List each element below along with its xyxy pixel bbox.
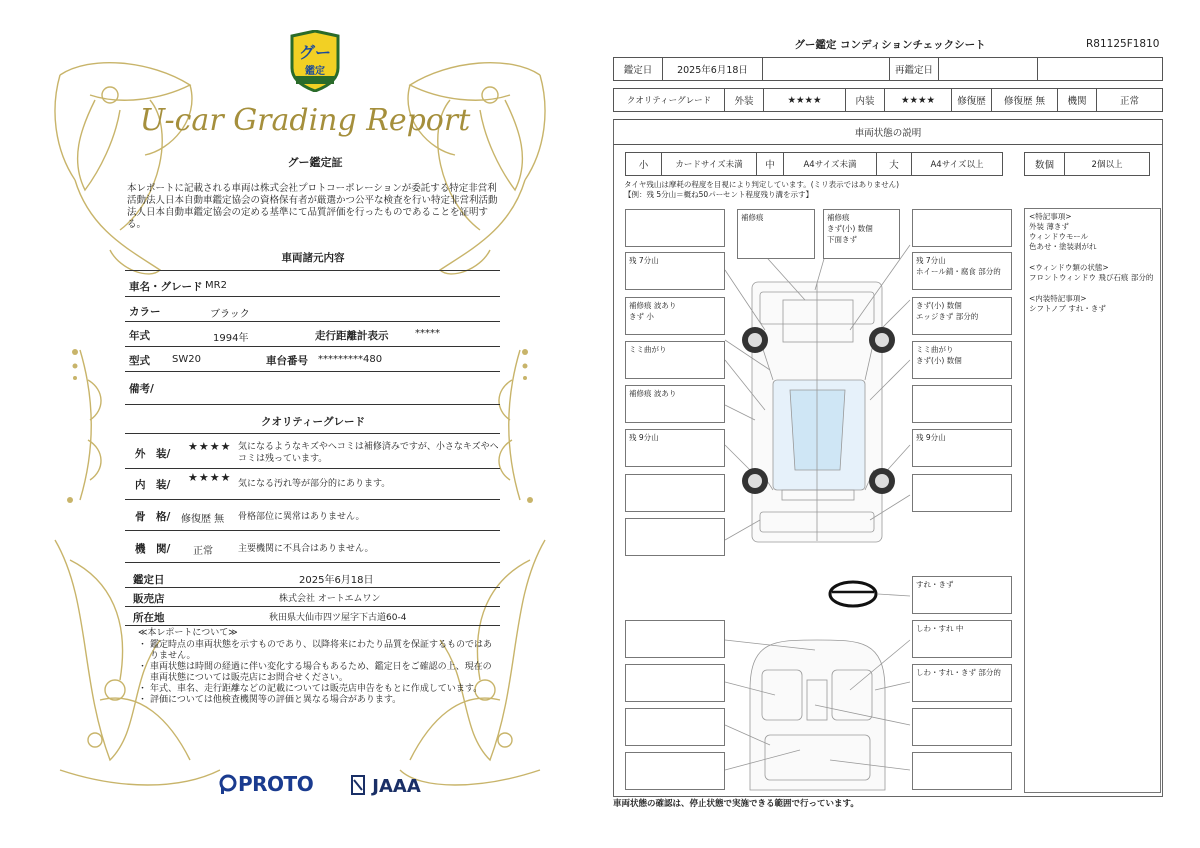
legend-large: 大	[876, 152, 912, 176]
exterior-note-box	[625, 209, 725, 247]
exterior-note-box: ミミ曲がり きず(小) 数個	[912, 341, 1012, 379]
dealer-label: 販売店	[133, 593, 165, 605]
interior-note-box	[912, 708, 1012, 746]
exterior-label-cell: 外装	[724, 88, 764, 112]
address-label: 所在地	[133, 612, 165, 624]
legend-count-desc: 2個以上	[1064, 152, 1150, 176]
legend-small: 小	[625, 152, 662, 176]
dealer-value: 株式会社 オートエムワン	[279, 594, 381, 604]
exterior-note-box: 残 9分山	[912, 429, 1012, 467]
notes-item: ・ 車両状態は時間の経過に伴い変化する場合もあるため、鑑定日をご確認の上、現在の車両状態については販売店にお問合せください。	[138, 662, 492, 683]
engine-grade-label: 機 関/	[135, 543, 171, 555]
legend-large-desc: A4サイズ以上	[911, 152, 1003, 176]
notes-heading: ≪本レポートについて≫	[138, 628, 238, 638]
chassis-label: 車台番号	[266, 355, 308, 367]
exterior-note-box: きず(小) 数個 エッジきず 部分的	[912, 297, 1012, 335]
divider	[125, 587, 500, 588]
engine-grade-comment: 主要機関に不具合はありません。	[238, 544, 374, 554]
legend-medium-desc: A4サイズ未満	[783, 152, 877, 176]
date-label-cell: 鑑定日	[613, 57, 663, 81]
exterior-grade-stars: ★★★★	[188, 440, 232, 453]
exterior-note-box	[625, 474, 725, 512]
jaaa-mark-icon	[350, 774, 366, 796]
engine-grade-value: 正常	[193, 546, 213, 557]
exterior-note-box: 補修痕 波あり きず 小	[625, 297, 725, 335]
badge-text-kantei: 鑑定	[305, 66, 325, 77]
interior-grade-label: 内 装/	[135, 479, 171, 491]
color-value: ブラック	[210, 309, 250, 320]
exterior-note-box	[912, 385, 1012, 423]
sheet-title: グー鑑定 コンディションチェックシート	[794, 39, 986, 51]
interior-notes-group: <内装特記事項> シフトノブ すれ・きず	[1029, 294, 1106, 313]
exterior-stars-cell: ★★★★	[763, 88, 846, 112]
divider	[125, 371, 500, 372]
grade-section-title: クオリティーグレード	[261, 416, 365, 428]
condition-check-sheet	[600, 0, 1200, 848]
model-value: SW20	[172, 354, 201, 365]
certificate-body: 本レポートに記載される車両は株式会社プロトコーポレーションが委託する特定非営利活動法人日本自動車鑑定協会の資格保有者が厳選かつ公平な検査を行い特定非営利活動法人日本自動車鑑定協会の定める基準にて品質評価を行ったものであることを証明する。	[127, 183, 498, 230]
divider	[125, 433, 500, 434]
interior-note-box: すれ・きず	[912, 576, 1012, 614]
exterior-note-box: ミミ曲がり	[625, 341, 725, 379]
divider	[125, 468, 500, 469]
odometer-value: *****	[415, 328, 440, 339]
sheet-footnote: 車両状態の確認は、停止状態で実施できる範囲で行っています。	[613, 799, 859, 809]
exterior-grade-label: 外 装/	[135, 448, 171, 460]
legend-medium: 中	[756, 152, 784, 176]
window-notes-group: <ウィンドウ類の状態> フロントウィンドウ 飛び石痕 部分的	[1029, 263, 1154, 282]
frame-grade-value: 修復歴 無	[181, 514, 225, 525]
notes-item: ・ 評価については他検査機関等の評価と異なる場合があります。	[138, 695, 402, 705]
interior-note-box	[625, 708, 725, 746]
exterior-grade-comment: 気になるようなキズやヘコミは補修済みですが、小さなキズやヘコミは残っています。	[238, 442, 499, 464]
date-value-cell: 2025年6月18日	[662, 57, 763, 81]
interior-note-box	[625, 664, 725, 702]
exterior-note-box: 補修痕 波あり	[625, 385, 725, 423]
odometer-label: 走行距離計表示	[315, 330, 389, 342]
exterior-note-box	[912, 209, 1012, 247]
description-title: 車両状態の説明	[613, 119, 1163, 145]
frame-grade-label: 骨 格/	[135, 511, 171, 523]
interior-note-box	[625, 752, 725, 790]
proto-mark-icon	[218, 774, 238, 794]
tire-note-2: 【例：残 5分山＝概ね50パーセント程度残り溝を示す】	[624, 190, 814, 199]
goo-kantei-badge	[286, 30, 344, 92]
interior-note-box	[912, 752, 1012, 790]
year-value: 1994年	[213, 333, 249, 344]
exterior-note-box: 残 7分山	[625, 252, 725, 290]
report-script-title: U-car Grading Report	[139, 103, 471, 138]
appraisal-date-label: 鑑定日	[133, 574, 165, 586]
divider	[125, 321, 500, 322]
exterior-note-box: 補修痕	[737, 209, 815, 259]
interior-note-box: しわ・すれ 中	[912, 620, 1012, 658]
certificate-title: グー鑑定証	[287, 156, 343, 169]
car-name-value: MR2	[205, 280, 227, 291]
badge-text-goo: グー	[298, 43, 331, 62]
divider	[125, 404, 500, 405]
engine-label-cell: 機関	[1057, 88, 1097, 112]
car-name-label: 車名・グレード	[129, 281, 203, 293]
grade-label-cell: クオリティーグレード	[613, 88, 725, 112]
legend-small-desc: カードサイズ未満	[661, 152, 757, 176]
notes-item: ・ 年式、車名、走行距離などの記載については販売店申告をもとに作成しています。	[138, 684, 483, 694]
interior-stars-cell: ★★★★	[884, 88, 952, 112]
sheet-code: R81125F1810	[1086, 38, 1160, 50]
steering-wheel-icon	[830, 582, 876, 606]
proto-logo: PROTO	[218, 772, 313, 796]
appraisal-date-value: 2025年6月18日	[299, 575, 374, 586]
spec-section-title: 車両諸元内容	[281, 252, 345, 264]
divider	[125, 296, 500, 297]
interior-note-box: しわ・すれ・きず 部分的	[912, 664, 1012, 702]
reappraisal-label-cell: 再鑑定日	[889, 57, 939, 81]
interior-grade-comment: 気になる汚れ等が部分的にあります。	[238, 479, 391, 489]
divider	[125, 346, 500, 347]
year-label: 年式	[129, 330, 150, 342]
divider	[125, 270, 500, 271]
divider	[125, 606, 500, 607]
divider	[125, 530, 500, 531]
special-notes-box	[1024, 208, 1161, 793]
address-value: 秋田県大仙市四ツ屋字下古道60-4	[269, 613, 407, 623]
engine-value-cell: 正常	[1096, 88, 1163, 112]
model-label: 型式	[129, 355, 150, 367]
notes-item: ・ 鑑定時点の車両状態を示すものであり、以降将来にわたり品質を保証するものではありません。	[138, 640, 493, 661]
color-label: カラー	[129, 306, 161, 318]
divider	[125, 499, 500, 500]
exterior-note-box	[912, 474, 1012, 512]
interior-label-cell: 内装	[845, 88, 885, 112]
report-notes	[138, 628, 498, 706]
divider	[125, 625, 500, 626]
frame-grade-comment: 骨格部位に異常はありません。	[238, 512, 365, 522]
tire-note-1: タイヤ残山は摩耗の程度を目視により判定しています。(ミリ表示ではありません)	[624, 180, 900, 189]
exterior-note-box: 残 9分山	[625, 429, 725, 467]
interior-grade-stars: ★★★★	[188, 471, 232, 484]
repair-label-cell: 修復歴	[951, 88, 992, 112]
exterior-note-box: 補修痕 きず(小) 数個 下面きず	[823, 209, 900, 259]
exterior-note-box	[625, 518, 725, 556]
jaaa-logo: JAAA	[350, 774, 421, 797]
exterior-note-box: 残 7分山 ホイール錆・腐食 部分的	[912, 252, 1012, 290]
interior-note-box	[625, 620, 725, 658]
divider	[125, 562, 500, 563]
repair-value-cell: 修復歴 無	[991, 88, 1058, 112]
special-notes-group: <特記事項> 外装 薄きず ウィンドウモール 色あせ・塗装剥がれ	[1029, 212, 1097, 251]
chassis-value: *********480	[318, 354, 383, 365]
legend-count: 数個	[1024, 152, 1065, 176]
remarks-label: 備考/	[129, 383, 154, 395]
